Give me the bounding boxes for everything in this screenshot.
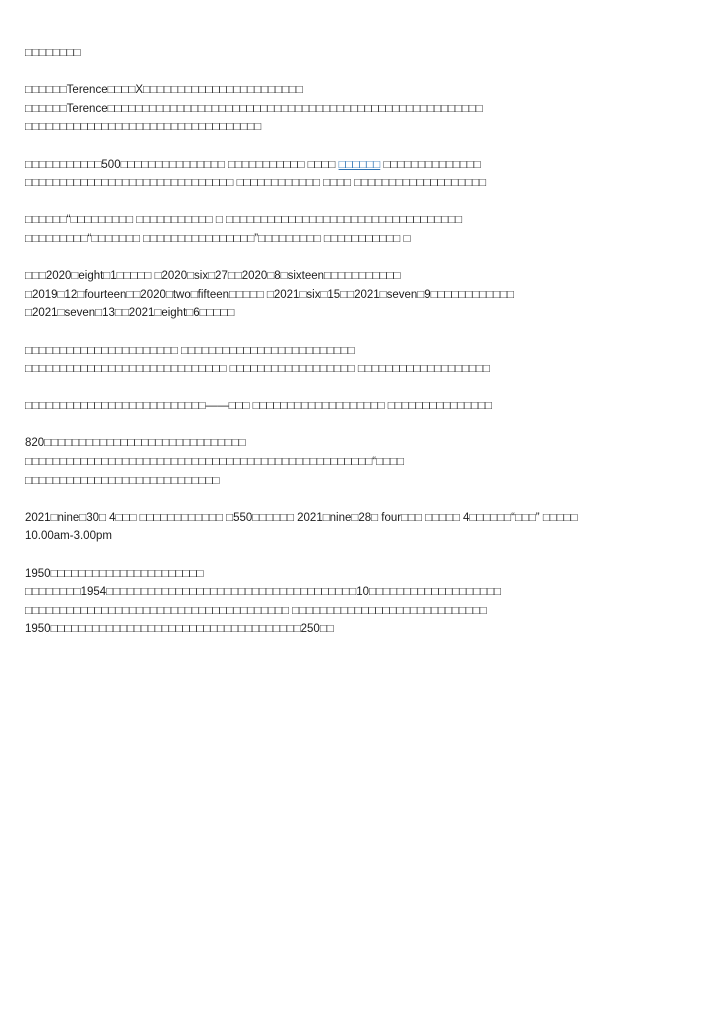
paragraph (25, 342, 710, 379)
text-run: 1950□□□□□□□□□□□□□□□□□□□□□□ (25, 567, 204, 580)
text-run: □2019□12□fourteen□□2020□two□fifteen□□□□□ □2021□six□15□□2021□seven□9□□□□□□□□□□□□ (25, 288, 514, 301)
text-run: □□□□□□“□□□□□□□□□ □□□□□□□□□□□ □ □□□□□□□□□□□□□□□□□□□□□□□□□□□□□□□□□□ (25, 214, 463, 227)
text-run: □□□□□□□□□□□□□□□□□□□□□□□□□□□□ (25, 474, 220, 487)
paragraph (25, 267, 710, 323)
text-line (25, 565, 710, 584)
text-line (25, 453, 710, 472)
text-line (25, 472, 710, 491)
text-run: □□□□□□□□□□□□□□□□□□□□□□ □□□□□□□□□□□□□□□□□□□□□□□□□ (25, 344, 355, 357)
paragraph (25, 156, 710, 193)
text-run: □□□□□□□□1954□□□□□□□□□□□□□□□□□□□□□□□□□□□□□□□□□□□□10□□□□□□□□□□□□□□□□□□□ (25, 586, 501, 599)
paragraph (25, 434, 710, 490)
text-run: 10.00am-3.00pm (25, 530, 112, 543)
text-run: □2021□seven□13□□2021□eight□6□□□□□ (25, 307, 235, 320)
text-run: □□□□□□□□□□□□□□□□□□□□□□□□□□□□□□□□□□□□□□ □□□□□□□□□□□□□□□□□□□□□□□□□□□□ (25, 604, 487, 617)
text-line (25, 342, 710, 361)
text-run: □□□□□□□□□□□□□□□□□□□□□□□□□□□□□□□□□□□□□□□□□□□□□□□□□□“□□□□ (25, 456, 404, 469)
text-line (25, 230, 710, 249)
text-line (25, 211, 710, 230)
text-line (25, 509, 710, 528)
text-line (25, 583, 710, 602)
paragraph (25, 81, 710, 137)
text-line (25, 44, 710, 63)
text-run: □□□□□□□□□“□□□□□□□ □□□□□□□□□□□□□□□□”□□□□□□□□□ □□□□□□□□□□□ □ (25, 232, 411, 245)
text-run: □□□□□□Terence□□□□□□□□□□□□□□□□□□□□□□□□□□□□□□□□□□□□□□□□□□□□□□□□□□□□□□ (25, 102, 483, 115)
text-line (25, 397, 710, 416)
text-run: □□□□□□□□□□□□□□□□□□□□□□□□□□□□□□ □□□□□□□□□□□□ □□□□ □□□□□□□□□□□□□□□□□□□ (25, 177, 487, 190)
text-run: □□□2020□eight□1□□□□□ □2020□six□27□□2020□8□sixteen□□□□□□□□□□□ (25, 270, 401, 283)
text-run: 2021□nine□30□ 4□□□ □□□□□□□□□□□□ □550□□□□□□ 2021□nine□28□ four□□□ □□□□□ 4□□□□□□“□□□” □□□□□ (25, 511, 578, 524)
text-line (25, 286, 710, 305)
paragraph (25, 565, 710, 639)
text-run: □□□□□□□□ (25, 47, 81, 59)
text-line (25, 156, 710, 175)
document-body (25, 44, 710, 639)
text-run: □□□□□□□□□□□□□□□□□□□□□□□□□□□□□ □□□□□□□□□□□□□□□□□□ □□□□□□□□□□□□□□□□□□□ (25, 363, 490, 376)
text-run: □□□□□□□□□□□500□□□□□□□□□□□□□□□ □□□□□□□□□□□ □□□□ (25, 158, 339, 171)
text-line (25, 434, 710, 453)
text-run: 820□□□□□□□□□□□□□□□□□□□□□□□□□□□□□ (25, 437, 246, 450)
text-line (25, 267, 710, 286)
text-line (25, 602, 710, 621)
text-line (25, 620, 710, 639)
paragraph (25, 44, 710, 63)
text-line (25, 304, 710, 323)
paragraph (25, 397, 710, 416)
text-line (25, 174, 710, 193)
hyperlink[interactable]: □□□□□□ (338, 158, 381, 171)
text-line (25, 360, 710, 379)
text-line (25, 118, 710, 137)
text-line (25, 81, 710, 100)
text-run: 1950□□□□□□□□□□□□□□□□□□□□□□□□□□□□□□□□□□□□250□□ (25, 623, 334, 636)
text-run: □□□□□□□□□□□□□□ (380, 158, 481, 171)
paragraph (25, 509, 710, 546)
text-run: □□□□□□Terence□□□□X□□□□□□□□□□□□□□□□□□□□□□□ (25, 84, 303, 97)
text-run: □□□□□□□□□□□□□□□□□□□□□□□□□□——□□□ □□□□□□□□□□□□□□□□□□□ □□□□□□□□□□□□□□□ (25, 400, 492, 413)
text-line (25, 527, 710, 546)
text-run: □□□□□□□□□□□□□□□□□□□□□□□□□□□□□□□□□□ (25, 121, 262, 134)
text-line (25, 100, 710, 119)
paragraph (25, 211, 710, 248)
